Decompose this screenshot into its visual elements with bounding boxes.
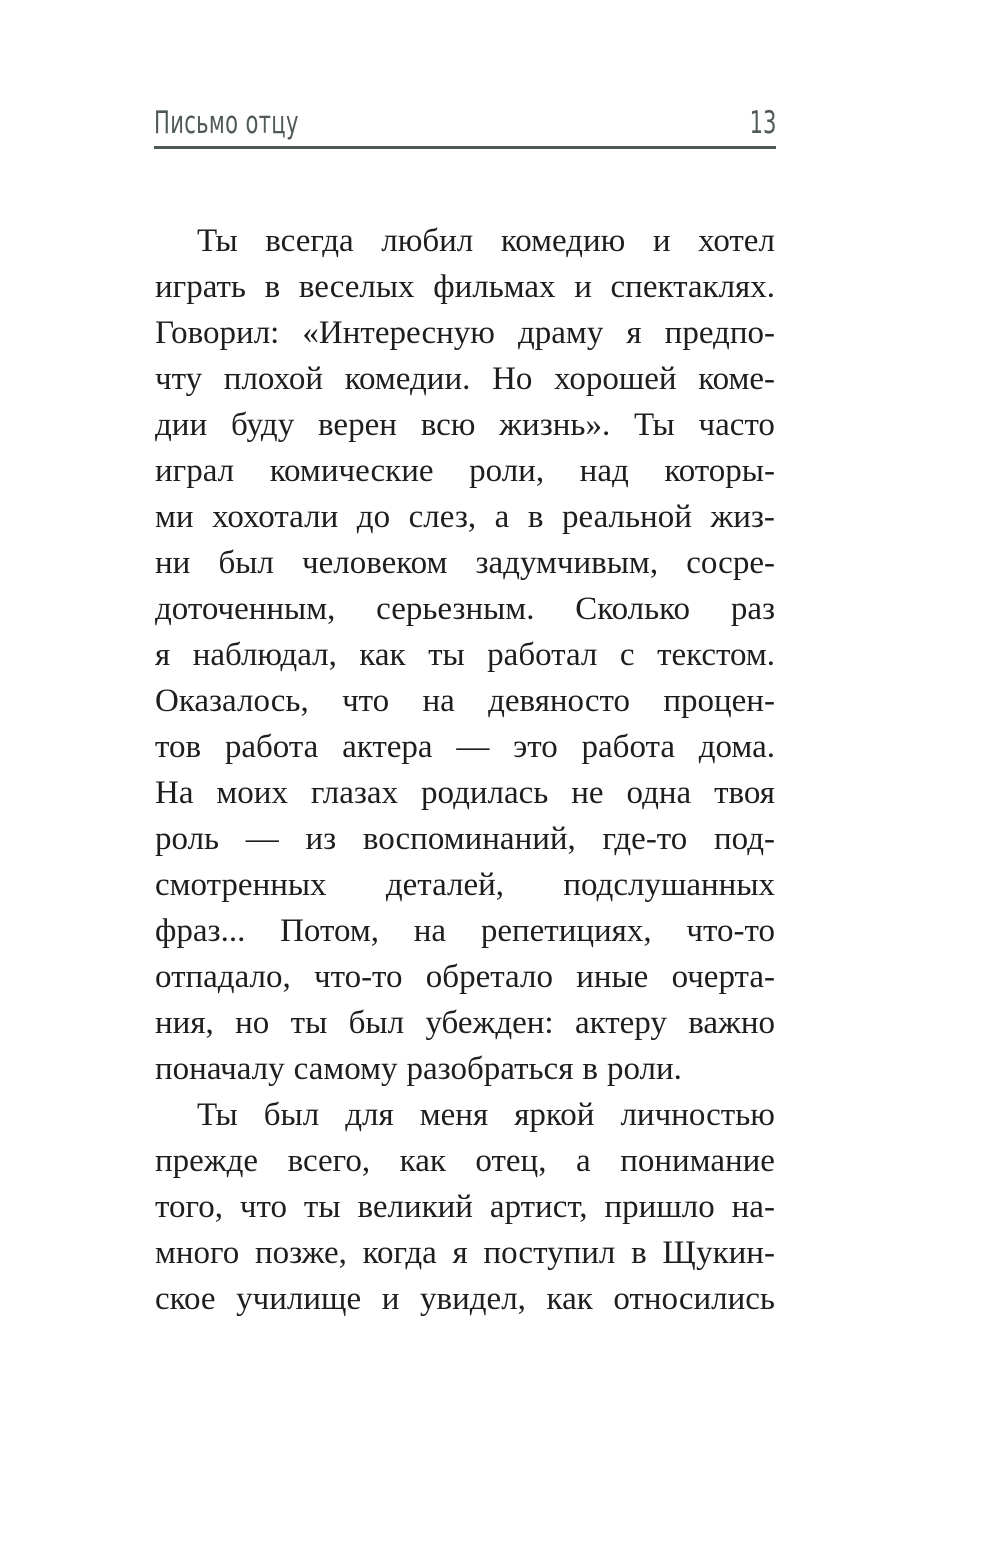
word: отец,	[475, 1143, 547, 1179]
word: не	[571, 775, 604, 811]
word: фильмах	[433, 269, 556, 305]
word: разобраться	[406, 1051, 574, 1087]
word: пришло	[604, 1189, 715, 1225]
word: слез,	[408, 499, 477, 535]
word: хотел	[698, 223, 775, 259]
word: предпо-	[664, 315, 775, 351]
text-line	[155, 1092, 775, 1138]
word: я	[626, 315, 642, 351]
text-line	[155, 448, 775, 494]
word: когда	[362, 1235, 437, 1271]
word: я	[155, 637, 171, 673]
text-line	[155, 586, 775, 632]
word: воспоминаний,	[362, 821, 576, 857]
text-line	[155, 1000, 775, 1046]
word: —	[245, 821, 279, 857]
word: Ты	[197, 223, 238, 259]
word: училище	[236, 1281, 362, 1317]
word: прежде	[155, 1143, 259, 1179]
text-line	[155, 862, 775, 908]
word: из	[305, 821, 337, 857]
word: актеру	[574, 1005, 667, 1041]
word: комические	[269, 453, 434, 489]
word: работал	[487, 637, 598, 673]
word: деталей,	[385, 867, 505, 903]
word: всего,	[287, 1143, 371, 1179]
word: где-то	[602, 821, 688, 857]
word: работа	[224, 729, 319, 765]
word: но	[235, 1005, 270, 1041]
word: доточенным,	[155, 591, 336, 627]
word: Щукин-	[662, 1235, 775, 1271]
word: позже,	[255, 1235, 347, 1271]
paragraph-1	[155, 218, 775, 1092]
word: всю	[420, 407, 476, 443]
word: реальной	[562, 499, 692, 535]
word: а	[494, 499, 510, 535]
page-number: 13	[749, 105, 776, 141]
text-line	[155, 954, 775, 1000]
word: это	[513, 729, 558, 765]
word: смотренных	[155, 867, 327, 903]
word: плохой	[223, 361, 323, 397]
word: ми	[155, 499, 194, 535]
word: и	[652, 223, 671, 259]
word: дома.	[698, 729, 775, 765]
word: «Интересную	[302, 315, 495, 351]
text-line	[155, 264, 775, 310]
word: что-то	[313, 959, 403, 995]
body-text	[155, 218, 775, 1322]
word: был	[348, 1005, 405, 1041]
text-line	[155, 908, 775, 954]
word: меня	[419, 1097, 489, 1133]
word: и	[381, 1281, 400, 1317]
word: великий	[357, 1189, 473, 1225]
word: Ты	[197, 1097, 238, 1133]
word: и	[574, 269, 592, 305]
text-line	[155, 1138, 775, 1184]
word: всегда	[265, 223, 354, 259]
word: в	[582, 1051, 598, 1087]
word: для	[345, 1097, 394, 1133]
word: человеком	[302, 545, 448, 581]
word: Оказалось,	[155, 683, 309, 719]
text-line	[155, 724, 775, 770]
word: артист,	[489, 1189, 588, 1225]
word: фраз...	[155, 913, 246, 949]
text-line	[155, 402, 775, 448]
word: ское	[155, 1281, 216, 1317]
word: много	[155, 1235, 240, 1271]
word: важно	[688, 1005, 775, 1041]
text-line	[155, 1276, 775, 1322]
word: до	[356, 499, 391, 535]
text-line	[155, 1230, 775, 1276]
word: Сколько	[575, 591, 691, 627]
word: одна	[626, 775, 692, 811]
word: поначалу	[155, 1051, 285, 1087]
word: —	[456, 729, 490, 765]
text-line	[155, 218, 775, 264]
word: хохотали	[212, 499, 339, 535]
word: над	[579, 453, 629, 489]
word: комедии.	[344, 361, 471, 397]
word: коме-	[698, 361, 775, 397]
word: иные	[576, 959, 649, 995]
word: Потом,	[280, 913, 379, 949]
word: сосре-	[686, 545, 775, 581]
text-line	[155, 678, 775, 724]
word: под-	[713, 821, 775, 857]
word: Но	[492, 361, 533, 397]
word: родилась	[421, 775, 549, 811]
word: Ты	[634, 407, 675, 443]
word: играл	[155, 453, 235, 489]
word: спектаклях.	[610, 269, 775, 305]
text-line	[155, 310, 775, 356]
word: с	[619, 637, 635, 673]
word: отпадало,	[155, 959, 291, 995]
word: ния,	[155, 1005, 214, 1041]
word: буду	[230, 407, 295, 443]
word: обретало	[425, 959, 553, 995]
word: дии	[155, 407, 208, 443]
word: убежден:	[425, 1005, 554, 1041]
word: поступил	[483, 1235, 616, 1271]
word: веселых	[298, 269, 415, 305]
word: самому	[293, 1051, 398, 1087]
word: Говорил:	[155, 315, 280, 351]
word: серьезным.	[376, 591, 535, 627]
running-title: Письмо отцу	[154, 105, 299, 141]
text-line	[155, 632, 775, 678]
word: на	[422, 683, 455, 719]
word: ты	[428, 637, 465, 673]
word: подслушанных	[563, 867, 775, 903]
word: того,	[155, 1189, 223, 1225]
text-line	[155, 1046, 775, 1092]
word: роль	[155, 821, 220, 857]
word: моих	[216, 775, 288, 811]
word: роли.	[606, 1051, 682, 1087]
word: тов	[155, 729, 202, 765]
running-header	[154, 100, 776, 149]
word: часто	[698, 407, 775, 443]
word: в	[264, 269, 281, 305]
text-line	[155, 494, 775, 540]
word: ты	[303, 1189, 341, 1225]
word: увидел,	[420, 1281, 526, 1317]
word: играть	[155, 269, 246, 305]
word: текстом.	[657, 637, 775, 673]
word: понимание	[620, 1143, 775, 1179]
word: как	[546, 1281, 593, 1317]
word: я	[452, 1235, 468, 1271]
text-line	[155, 356, 775, 402]
word: очерта-	[671, 959, 775, 995]
word: личностью	[620, 1097, 775, 1133]
word: что	[239, 1189, 287, 1225]
word: комедию	[500, 223, 626, 259]
word: как	[399, 1143, 446, 1179]
word: жизнь».	[499, 407, 611, 443]
word: задумчивым,	[475, 545, 659, 581]
text-line	[155, 816, 775, 862]
word: жиз-	[710, 499, 775, 535]
word: любил	[381, 223, 474, 259]
word: яркой	[514, 1097, 595, 1133]
word: как	[359, 637, 406, 673]
word: глазах	[310, 775, 399, 811]
word: раз	[730, 591, 775, 627]
word: твоя	[714, 775, 775, 811]
word: работа	[581, 729, 675, 765]
word: процен-	[663, 683, 775, 719]
word: девяносто	[488, 683, 631, 719]
word: ни	[155, 545, 191, 581]
word: в	[527, 499, 544, 535]
word: драму	[518, 315, 604, 351]
word: которы-	[664, 453, 775, 489]
word: а	[576, 1143, 591, 1179]
word: относились	[613, 1281, 775, 1317]
word: верен	[318, 407, 397, 443]
word: что	[342, 683, 390, 719]
word: на	[413, 913, 447, 949]
text-line	[155, 1184, 775, 1230]
word: репетициях,	[480, 913, 652, 949]
word: ты	[290, 1005, 328, 1041]
word: роли,	[469, 453, 545, 489]
word: На	[155, 775, 194, 811]
word: был	[218, 545, 274, 581]
paragraph-2	[155, 1092, 775, 1322]
word: хорошей	[554, 361, 677, 397]
text-line	[155, 540, 775, 586]
text-line	[155, 770, 775, 816]
word: наблюдал,	[192, 637, 337, 673]
word: актера	[342, 729, 433, 765]
word: был	[263, 1097, 320, 1133]
word: на-	[731, 1189, 775, 1225]
word: что-то	[686, 913, 775, 949]
word: чту	[155, 361, 203, 397]
word: в	[631, 1235, 647, 1271]
